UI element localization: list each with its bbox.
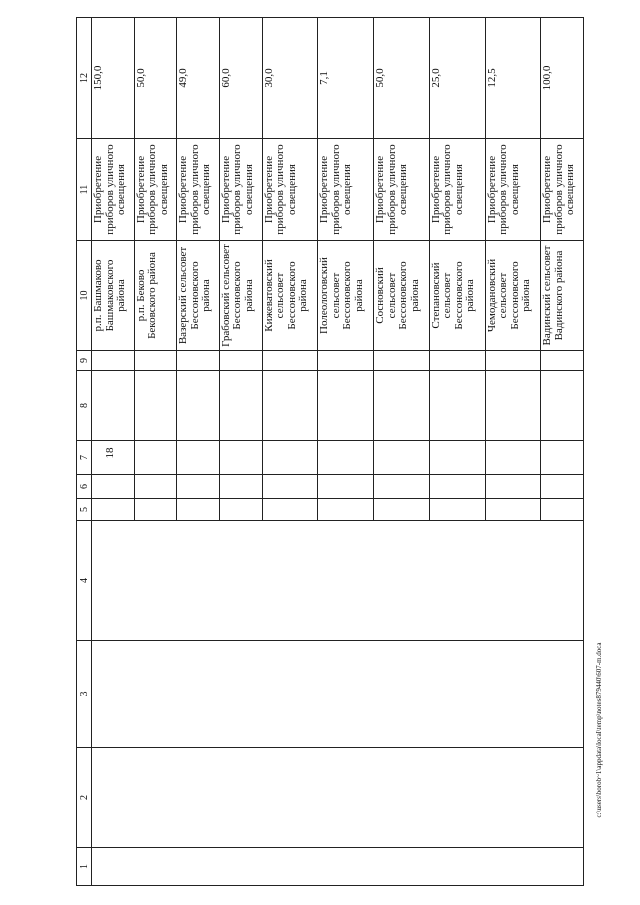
amount-cell: 49,0 [177,18,220,139]
col-header-5: 5 [77,499,92,521]
cell-col-9 [374,351,430,371]
cell-col-9 [134,351,177,371]
cell-col-8 [219,371,262,441]
cell-col-7 [177,441,220,475]
cell-col-6 [374,475,430,499]
cell-col-9 [318,351,374,371]
cell-col-7 [374,441,430,475]
cell-col-6 [262,475,318,499]
cell-col-7 [485,441,541,475]
purpose-cell: Приобретение приборов уличного освещения [374,139,430,241]
cell-col-8 [541,371,584,441]
cell-col-7 [219,441,262,475]
cell-col-7 [541,441,584,475]
cell-col-8 [177,371,220,441]
area-cell: Сосновский сельсовет Бессоновского района [374,241,430,351]
amount-cell: 30,0 [262,18,318,139]
cell-col-1 [92,848,584,886]
cell-col-3 [92,641,584,748]
cell-col-5 [134,499,177,521]
purpose-cell: Приобретение приборов уличного освещения [262,139,318,241]
area-cell: Чемодановский сельсовет Бессоновского района [485,241,541,351]
col-header-9: 9 [77,351,92,371]
col-header-10: 10 [77,241,92,351]
cell-col-9 [485,351,541,371]
cell-col-2 [92,748,584,848]
cell-col-5 [219,499,262,521]
purpose-cell: Приобретение приборов уличного освещения [134,139,177,241]
header-row [77,18,92,886]
area-cell: Степановский сельсовет Бессоновского района [429,241,485,351]
area-cell: Вадинский сельсовет Вадинского района [541,241,584,351]
col-header-12: 12 [77,18,92,139]
cell-col-9 [429,351,485,371]
cell-col-5 [177,499,220,521]
cell-col-8 [318,371,374,441]
cell-col-7 [134,441,177,475]
table-frame [76,18,584,886]
purpose-cell: Приобретение приборов уличного освещения [92,139,135,241]
col-header-11: 11 [77,139,92,241]
cell-col-8 [429,371,485,441]
amount-cell: 60,0 [219,18,262,139]
cell-col-8 [262,371,318,441]
cell-col-9 [177,351,220,371]
cell-col-6 [429,475,485,499]
cell-col-5 [485,499,541,521]
cell-col-8 [374,371,430,441]
col-header-1: 1 [77,848,92,886]
amount-cell: 50,0 [134,18,177,139]
cell-col-4 [92,521,584,641]
purpose-cell: Приобретение приборов уличного освещения [318,139,374,241]
col-header-4: 4 [77,521,92,641]
area-cell: р.п. Башмаково Башмаковского района [92,241,135,351]
area-cell: р.п. Беково Бековского района [134,241,177,351]
cell-col-6 [92,475,135,499]
footer-file-path-text: c:\users\borob~1\appdata\local\temp\notes879440\607-m.doca [595,642,603,818]
rotated-table-wrapper [76,18,584,886]
cell-col-6 [541,475,584,499]
cell-col-5 [92,499,135,521]
footer-file-path [593,610,605,850]
cell-col-9 [262,351,318,371]
cell-col-9 [219,351,262,371]
table-row [92,18,135,886]
amount-cell: 150,0 [92,18,135,139]
data-table [76,17,584,886]
area-cell: Полеологовский сельсовет Бессоновского района [318,241,374,351]
page-number: 18 [104,447,116,459]
cell-col-7 [262,441,318,475]
area-cell: Грабовский сельсовет Бессоновского района [219,241,262,351]
cell-col-5 [318,499,374,521]
cell-col-7 [92,441,135,475]
cell-col-6 [485,475,541,499]
amount-cell: 12,5 [485,18,541,139]
col-header-7: 7 [77,441,92,475]
cell-col-8 [134,371,177,441]
amount-cell: 7,1 [318,18,374,139]
cell-col-6 [134,475,177,499]
cell-col-6 [177,475,220,499]
purpose-cell: Приобретение приборов уличного освещения [429,139,485,241]
purpose-cell: Приобретение приборов уличного освещения [219,139,262,241]
cell-col-7 [318,441,374,475]
cell-col-7 [429,441,485,475]
col-header-3: 3 [77,641,92,748]
col-header-6: 6 [77,475,92,499]
cell-col-5 [374,499,430,521]
cell-col-6 [219,475,262,499]
purpose-cell: Приобретение приборов уличного освещения [485,139,541,241]
area-cell: Кижеватовский сельсовет Бессоновского района [262,241,318,351]
cell-col-5 [262,499,318,521]
cell-col-5 [429,499,485,521]
col-header-2: 2 [77,748,92,848]
cell-col-9 [541,351,584,371]
cell-col-9 [92,351,135,371]
cell-col-5 [541,499,584,521]
amount-cell: 50,0 [374,18,430,139]
area-cell: Вазерский сельсовет Бессоновского района [177,241,220,351]
col-header-8: 8 [77,371,92,441]
cell-col-6 [318,475,374,499]
cell-col-8 [485,371,541,441]
purpose-cell: Приобретение приборов уличного освещения [177,139,220,241]
amount-cell: 100,0 [541,18,584,139]
purpose-cell: Приобретение приборов уличного освещения [541,139,584,241]
amount-cell: 25,0 [429,18,485,139]
cell-col-8 [92,371,135,441]
